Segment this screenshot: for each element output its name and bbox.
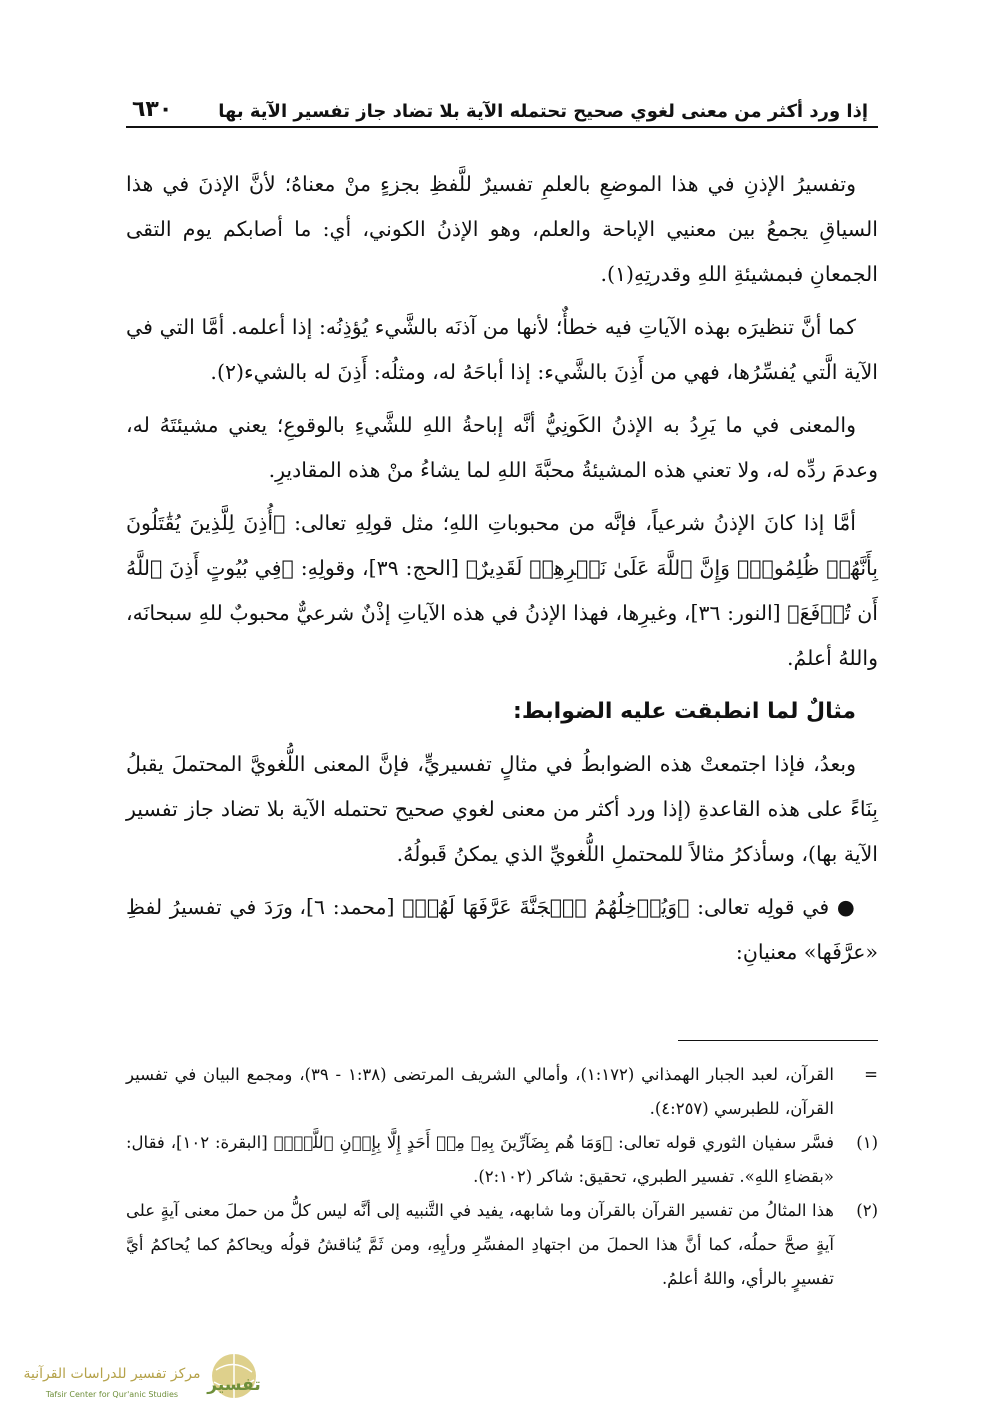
paragraph-4: أمَّا إذا كانَ الإذنُ شرعياً، فإنَّه من محبوباتِ اللهِ؛ مثل قولِهِ تعالى: ﴿أُذِنَ لِلَّذِينَ يُقَٰتَلُونَ بِأَنَّهُمۡ ظُلِمُواْۚ وَإِنَّ ٱللَّهَ عَلَىٰ نَصۡرِهِمۡ لَقَدِيرٌ﴾ [الحج: ٣٩]، وقولِهِ: ﴿فِي بُيُوتٍ أَذِنَ ٱللَّهُ أَن تُرۡفَعَ﴾ [النور: ٣٦]، وغيرِها، فهذا الإذنُ في هذه الآياتِ إذْنٌ شرعيٌّ محبوبٌ للهِ سبحانَه، واللهُ أعلمُ. [126, 511, 878, 670]
page-number: ٦٣٠ [132, 97, 173, 122]
tafsir-center-logo [12, 1350, 262, 1408]
footnote-text: هذا المثالُ من تفسير القرآن بالقرآن وما شابهه، يفيد في التَّنبيه إلى أنَّه ليس كلُّ من حملَ معنى آيةٍ على آيةٍ صحَّ حملُه، كما أنَّ هذا الحملَ من اجتهادِ المفسِّرِ ورأيِهِ، ومن ثَمَّ يُناقشُ قولُه ويحاكمُ كما يُحاكمُ أيَّ تفسيرٍ بالرأي، واللهُ أعلمُ. [126, 1201, 834, 1288]
logo-latin: Tafsir Center for Qur'anic Studies [45, 1390, 179, 1399]
footnote-mark: (٢) [856, 1201, 878, 1220]
main-text [126, 162, 878, 983]
footnote-text: القرآن، لعبد الجبار الهمذاني (١:١٧٢)، وأمالي الشريف المرتضى (١:٣٨ - ٣٩)، ومجمع البيان في تفسير القرآن، للطبرسي (٤:٢٥٧). [126, 1065, 834, 1118]
logo-mark: تفسير [207, 1375, 261, 1395]
page-header [126, 90, 878, 128]
paragraph-1: وتفسيرُ الإذنِ في هذا الموضعِ بالعلمِ تفسيرٌ للَّفظِ بجزءٍ منْ معناهُ؛ لأنَّ الإذنَ في هذا السياقِ يجمعُ بين معنيي الإباحة والعلم، وهو الإذنُ الكوني، أي: ما أصابكم يوم التقى الجمعانِ فبمشيئةِ اللهِ وقدرتِهِ(١). [126, 172, 878, 286]
running-title: إذا ورد أكثر من معنى لغوي صحيح تحتمله الآية بلا تضاد جاز تفسير الآية بها [218, 101, 868, 122]
paragraph-6: ● في قولِه تعالى: ﴿وَيُدۡخِلُهُمُ ٱلۡجَنَّةَ عَرَّفَهَا لَهُمۡ﴾ [محمد: ٦]، ورَدَ في تفسيرُ لفظِ «عرَّفَها» معنيانِ: [126, 895, 878, 964]
paragraph-3: والمعنى في ما يَرِدُ به الإذنُ الكَونِيُّ أنَّه إباحةُ اللهِ للشَّيءِ بالوقوعِ؛ يعني مشيئتَهُ له، وعدمَ ردِّه له، ولا تعني هذه المشيئةُ محبَّةَ اللهِ لما يشاءُ منْ هذه المقاديرِ. [126, 413, 878, 482]
footnote-1 [126, 1126, 878, 1194]
logo-arabic: مركز تفسير للدراسات القرآنية [23, 1366, 201, 1382]
footnote-mark: (١) [856, 1133, 878, 1152]
footnote-mark: = [864, 1065, 878, 1084]
footnote-2 [126, 1194, 878, 1296]
footnote-separator [678, 1040, 878, 1041]
section-heading: مثالٌ لما انطبقت عليه الضوابط: [513, 699, 856, 724]
paragraph-2: كما أنَّ تنظيرَه بهذه الآياتِ فيه خطأٌ؛ لأنها من آذنَه بالشَّيء يُؤذِنُه: إذا أعلمه. أمَّا التي في الآية الَّتي يُفسِّرُها، فهي من أَذِنَ بالشَّيء: إذا أباحَهُ له، ومثلُه: أَذِنَ له بالشيء(٢). [126, 315, 878, 384]
paragraph-5: وبعدُ، فإذا اجتمعتْ هذه الضوابطُ في مثالٍ تفسيريٍّ، فإنَّ المعنى اللُّغويَّ المحتملَ يقبلُ بِنَاءً على هذه القاعدةِ (إذا ورد أكثر من معنى لغوي صحيح تحتمله الآية بلا تضاد جاز تفسير الآية بها)، وسأذكرُ مثالاً للمحتملِ اللُّغويِّ الذي يمكنُ قَبولُهُ. [126, 752, 878, 866]
footnote-text: فسَّر سفيان الثوري قوله تعالى: ﴿وَمَا هُم بِضَآرِّينَ بِهِۦ مِنۡ أَحَدٍ إِلَّا بِإِذۡنِ ٱللَّهِۚ﴾ [البقرة: ١٠٢]، فقال: «بقضاءِ اللهِ». تفسير الطبري، تحقيق: شاكر (٢:١٠٢). [126, 1133, 834, 1186]
footnote-continuation [126, 1058, 878, 1126]
